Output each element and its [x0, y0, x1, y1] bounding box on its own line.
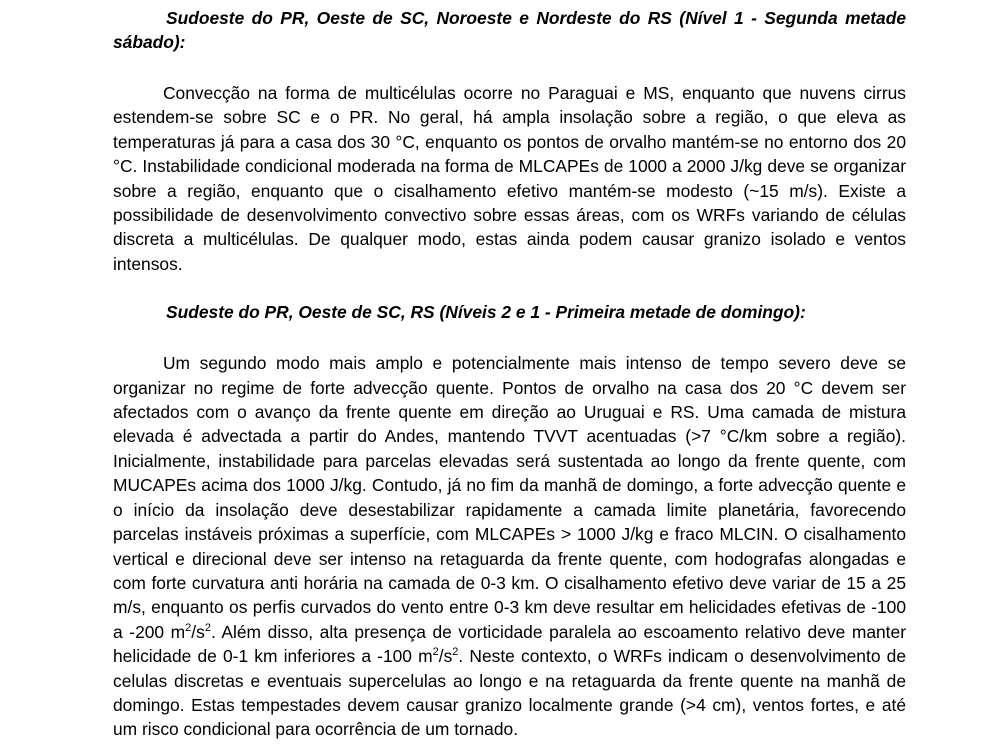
spacer: [113, 54, 906, 81]
spacer: [113, 324, 906, 351]
unit-superscript: 2: [452, 646, 459, 659]
unit-text: /s: [191, 621, 205, 642]
section-heading-2: Sudeste do PR, Oeste de SC, RS (Níveis 2 e 1 - Primeira metade de domingo):: [166, 302, 806, 323]
unit-text: /s: [438, 646, 453, 667]
section-paragraph-1: Convecção na forma de multicélulas ocorre no Paraguai e MS, enquanto que nuvens cirrus estendem-se sobre SC e o PR. No geral, há ampla insolação sobre a região, o que eleva as temperaturas já para a casa dos 30 °C, enquanto os pontos de orvalho mantém-se no entorno dos 20 °C. Instabilidade condicional moderada na forma de MLCAPEs de 1000 a 2000 J/kg deve se organizar sobre a região, enquanto que o cisalhamento efetivo mantém-se modesto (~15 m/s). Existe a possibilidade de desenvolvimento convectivo sobre essas áreas, com os WRFs variando de células discreta a multicélulas. De qualquer modo, estas ainda podem causar granizo isolado e ventos intensos.: [113, 83, 906, 274]
section-paragraph-2: [113, 351, 906, 742]
paragraph-text: Um segundo modo mais amplo e potencialmente mais intenso de tempo severo deve se organizar no regime de forte advecção quente. Pontos de orvalho na casa dos 20 °C devem ser afectados com o avanço da frente quente em direção ao Uruguai e RS. Uma camada de mistura elevada é advectada a partir do Andes, mantendo TVVT acentuadas (>7 °C/km sobre a região). Inicialmente, instabilidade para parcelas elevadas será sustentada ao longo da frente quente, com MUCAPEs acima dos 1000 J/kg. Contudo, já no fim da manhã de domingo, a forte advecção quente e o início da insolação deve desestabilizar rapidamente a camada limite planetária, favorecendo parcelas instáveis próximas a superfície, com MLCAPEs > 1000 J/kg e fraco MLCIN. O cisalhamento vertical e direcional deve ser intenso na retaguarda da frente quente, com hodografas alongadas e com forte curvatura anti horária na camada de 0-3 km. O cisalhamento efetivo deve variar de 15 a 25 m/s, enquanto os perfis curvados do vento entre 0-3 km deve resultar em helicidades efetivas de -100 a -200 m: [113, 353, 906, 642]
document-page: [113, 6, 906, 742]
paragraph-text: . Além disso, alta presença de vorticidade paralela ao escoamento relativo deve manter helicidade de 0-1 km inferiores a -100 m: [113, 621, 906, 667]
unit-superscript: 2: [432, 646, 439, 659]
spacer: [113, 276, 906, 300]
unit-superscript: 2: [185, 621, 192, 634]
paragraph-text: . Neste contexto, o WRFs indicam o desenvolvimento de celulas discretas e eventuais supercelulas ao longo e na retaguarda da frente quente na manhã de domingo. Estas tempestades devem causar granizo localmente grande (>4 cm), ventos fortes, e até um risco condicional para ocorrência de um tornado.: [113, 646, 906, 740]
unit-superscript: 2: [204, 621, 211, 634]
section-heading-1: Sudoeste do PR, Oeste de SC, Noroeste e Nordeste do RS (Nível 1 - Segunda metade sábado):: [113, 8, 906, 52]
